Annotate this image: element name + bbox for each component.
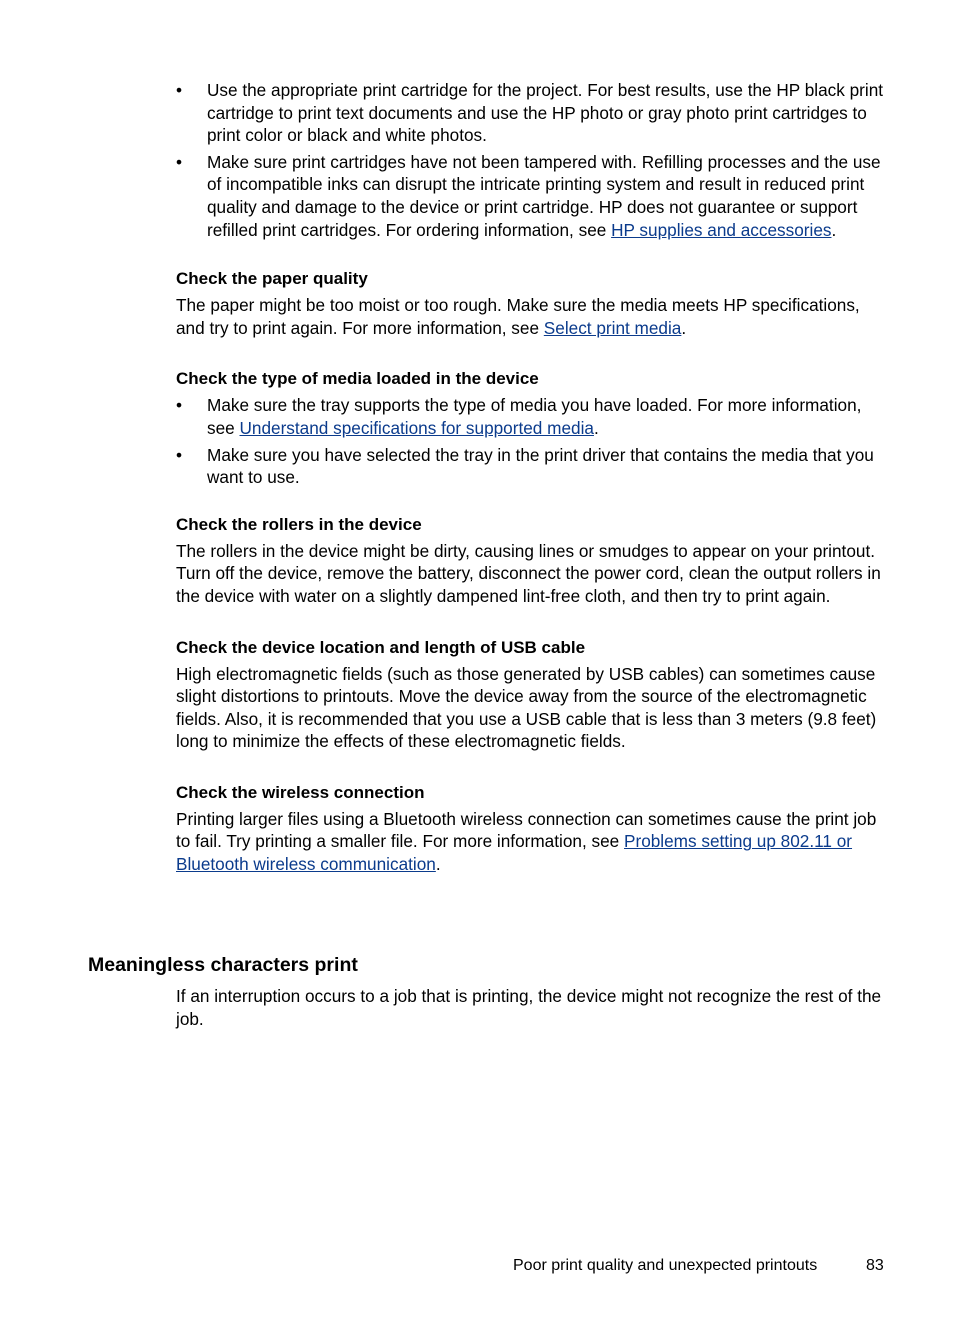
bullet-text: Make sure you have selected the tray in the print driver that contains the media that you want to use.	[207, 444, 874, 488]
list-item	[176, 151, 886, 241]
list-item	[176, 79, 886, 147]
select-print-media-link[interactable]: Select print media	[543, 317, 682, 338]
section-text: The rollers in the device might be dirty, causing lines or smudges to appear on your printout. Turn off the device, remove the battery, disconnect the power cord, clean the output rollers in the device with water on a slightly dampened lint-free cloth, and then try to print again.	[176, 540, 881, 606]
hp-supplies-link[interactable]: HP supplies and accessories	[611, 219, 832, 240]
media-type-section	[176, 368, 886, 488]
media-bullet-list	[176, 394, 886, 488]
bullet-text-end: .	[593, 417, 599, 438]
section-text-block	[176, 808, 886, 876]
meaningless-characters-text: If an interruption occurs to a job that is printing, the device might not recognize the rest of the job.	[176, 986, 882, 1029]
section-text-end: .	[681, 317, 687, 338]
supported-media-specs-link[interactable]: Understand specifications for supported media	[239, 417, 594, 438]
section-heading: Check the paper quality	[176, 269, 368, 289]
section-text: Printing larger files using a Bluetooth wireless connection can sometimes cause the print job to fail. Try printing a smaller file. For more information, see	[176, 808, 877, 852]
section-heading: Check the device location and length of USB cable	[176, 637, 586, 657]
section-text-block	[176, 294, 886, 339]
section-text: The paper might be too moist or too rough. Make sure the media meets HP specifications, and try to print again. For more information, see	[176, 295, 860, 338]
section-heading: Check the rollers in the device	[176, 514, 422, 534]
footer-section-title: Poor print quality and unexpected printouts	[513, 1257, 818, 1274]
bullet-icon: •	[176, 80, 183, 100]
content-column	[176, 79, 886, 876]
bullet-text-end: .	[831, 219, 837, 240]
bullet-icon: •	[176, 151, 183, 172]
meaningless-characters-heading: Meaningless characters print	[88, 954, 358, 976]
bullet-text: Make sure print cartridges have not been tampered with. Refilling processes and the use of incompatible inks can disrupt the intricate printing system and result in reduced print quality and damage to the device or print cartridge. HP does not guarantee or support refilled print cartridges. For ordering information, see	[207, 151, 881, 240]
bullet-text: Make sure the tray supports the type of media you have loaded. For more information, see	[207, 395, 862, 438]
usb-section	[176, 637, 886, 753]
cartridge-bullet-list	[176, 79, 886, 241]
paper-quality-section	[176, 268, 886, 339]
section-heading: Check the type of media loaded in the device	[176, 369, 539, 389]
section-text-end: .	[435, 854, 441, 875]
bullet-icon: •	[176, 444, 183, 465]
list-item	[176, 444, 886, 489]
wireless-section	[176, 782, 886, 876]
list-item	[176, 394, 886, 439]
wireless-problems-link[interactable]: Problems setting up 802.11 or Bluetooth wireless communication	[176, 831, 853, 875]
rollers-section	[176, 514, 886, 608]
section-text: High electromagnetic fields (such as those generated by USB cables) can sometimes cause slight distortions to printouts. Move the device away from the source of the electromagnetic fields. Also, it is recommended that you use a USB cable that is less than 3 meters (9.8 feet) long to minimize the effects of these electromagnetic fields.	[176, 663, 877, 752]
section-heading: Check the wireless connection	[176, 782, 425, 802]
page-number: 83	[866, 1257, 884, 1274]
bullet-icon: •	[176, 395, 183, 416]
bullet-text: Use the appropriate print cartridge for the project. For best results, use the HP black print cartridge to print text documents and use the HP photo or gray photo print cartridges to print color or black and white photos.	[207, 80, 884, 146]
